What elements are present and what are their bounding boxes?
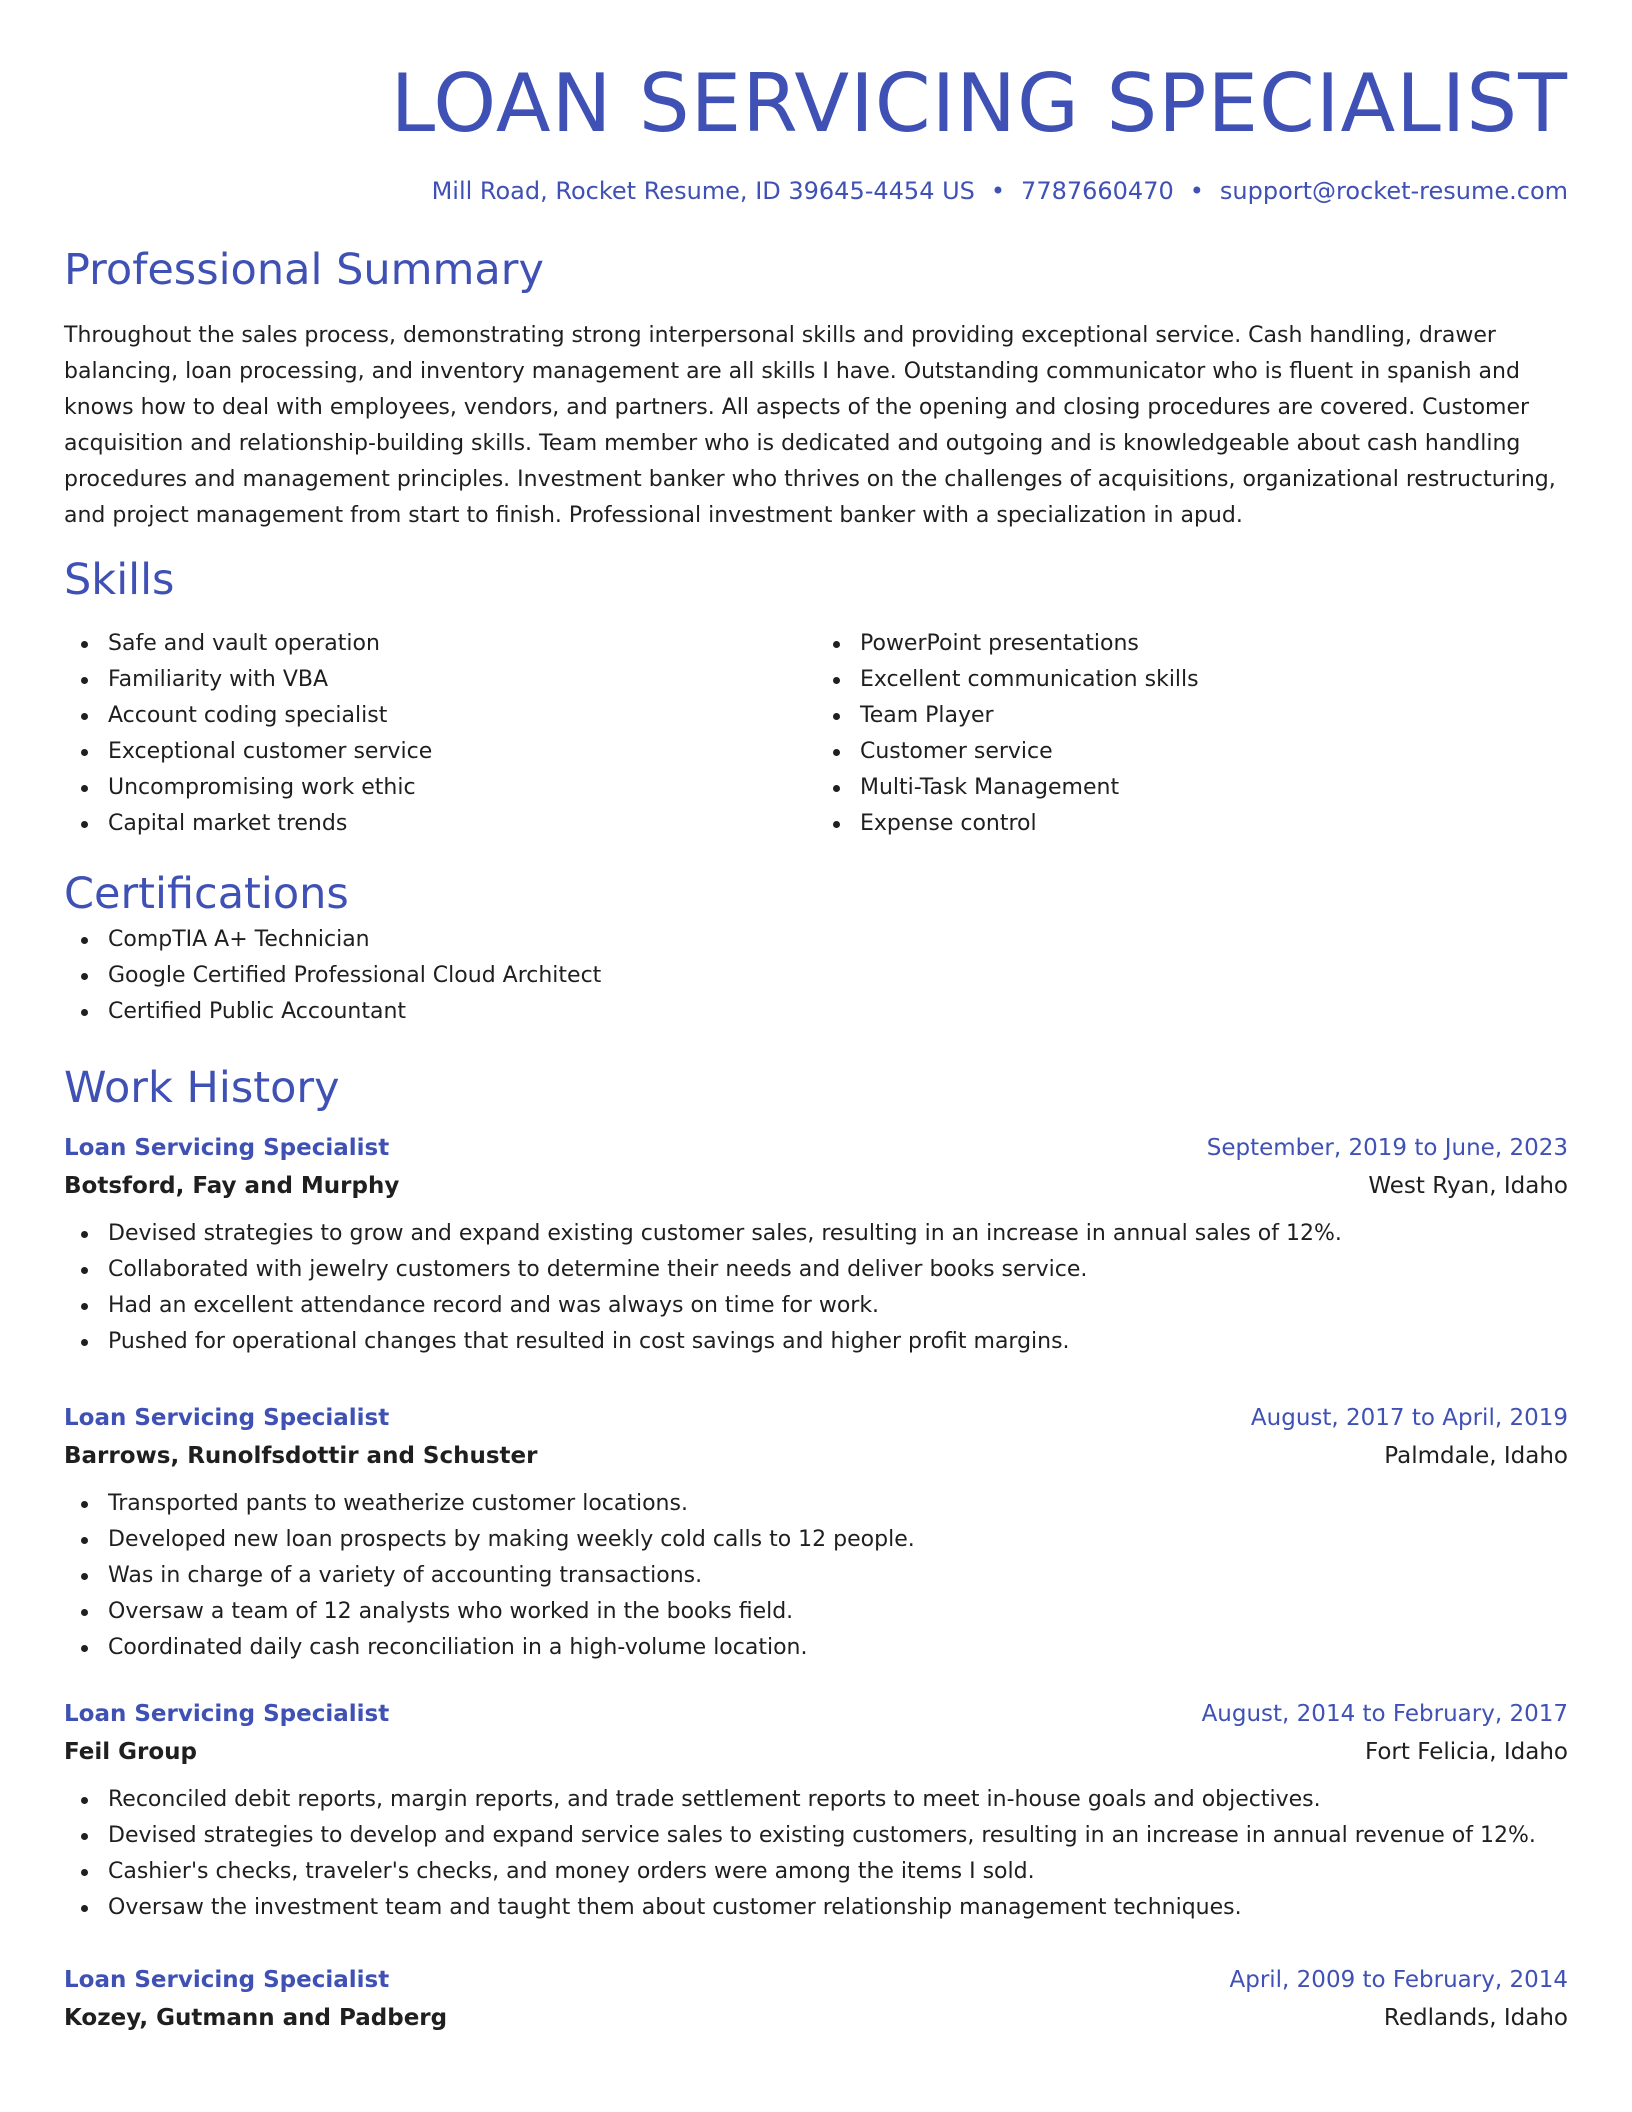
summary-text: Throughout the sales process, demonstrating strong interpersonal skills and providing exceptional service. Cash handling, drawer balancing, loan processing, and inventory management are all skills I have. Outstanding communicator who is fluent in spanish and knows how to deal with employees, vendors, and partners. All aspects of the opening and closing procedures are covered. Customer acquisition and relationship-building skills. Team member who is dedicated and outgoing and is knowledgeable about cash handling procedures and management principles. Investment banker who thrives on the challenges of acquisitions, organizational restructuring, and project management from start to finish. Professional investment banker with a specialization in apud.	[64, 323, 1556, 528]
job-bullets	[64, 1782, 1568, 1926]
contact-separator: •	[1189, 177, 1204, 205]
job-title: Loan Servicing Specialist	[64, 1135, 390, 1161]
contact-phone[interactable]: 7787660470	[1021, 177, 1174, 205]
job-location: Palmdale, Idaho	[1384, 1443, 1568, 1469]
certification-item: Certified Public Accountant	[64, 994, 1568, 1030]
certifications-list	[64, 922, 1568, 1030]
job-title: Loan Servicing Specialist	[64, 1967, 390, 1993]
contact-line	[64, 174, 1568, 208]
candidate-name: LOAN SERVICING SPECIALIST	[390, 57, 1568, 150]
section-title-work-history: Work History	[64, 1063, 340, 1113]
job-bullet: Pushed for operational changes that resulted in cost savings and higher profit margins.	[64, 1324, 1568, 1360]
certification-item: CompTIA A+ Technician	[64, 922, 1568, 958]
job-location: Fort Felicia, Idaho	[1364, 1739, 1568, 1765]
job-entry	[64, 1402, 1568, 1666]
job-bullet: Oversaw a team of 12 analysts who worked in the books field.	[64, 1594, 1568, 1630]
job-entry	[64, 1964, 1568, 2034]
section-title-summary: Professional Summary	[64, 245, 544, 295]
job-bullet: Coordinated daily cash reconciliation in a high-volume location.	[64, 1630, 1568, 1666]
job-title: Loan Servicing Specialist	[64, 1405, 390, 1431]
skill-item: Team Player	[816, 698, 1568, 734]
job-dates: April, 2009 to February, 2014	[1229, 1967, 1568, 1993]
job-bullet: Reconciled debit reports, margin reports, and trade settlement reports to meet in-house goals and objectives.	[64, 1782, 1568, 1818]
contact-separator: •	[990, 177, 1006, 205]
job-bullets	[64, 1216, 1568, 1360]
skill-item: Account coding specialist	[64, 698, 816, 734]
contact-email[interactable]: support@rocket-resume.com	[1219, 177, 1568, 205]
section-title-certifications: Certifications	[64, 869, 349, 919]
job-bullet: Devised strategies to grow and expand existing customer sales, resulting in an increase in annual sales of 12%.	[64, 1216, 1568, 1252]
job-dates: August, 2017 to April, 2019	[1250, 1405, 1568, 1431]
skills-column-right	[816, 626, 1568, 842]
job-bullet: Had an excellent attendance record and was always on time for work.	[64, 1288, 1568, 1324]
job-company: Kozey, Gutmann and Padberg	[64, 2005, 448, 2031]
job-bullet: Developed new loan prospects by making weekly cold calls to 12 people.	[64, 1522, 1568, 1558]
job-bullet: Transported pants to weatherize customer locations.	[64, 1486, 1568, 1522]
skill-item: Capital market trends	[64, 806, 816, 842]
job-location: Redlands, Idaho	[1383, 2005, 1568, 2031]
certification-item: Google Certified Professional Cloud Architect	[64, 958, 1568, 994]
skill-item: Safe and vault operation	[64, 626, 816, 662]
section-title-skills: Skills	[64, 555, 175, 605]
job-bullet: Collaborated with jewelry customers to determine their needs and deliver books service.	[64, 1252, 1568, 1288]
job-location: West Ryan, Idaho	[1368, 1173, 1568, 1199]
job-bullet: Was in charge of a variety of accounting transactions.	[64, 1558, 1568, 1594]
job-entry	[64, 1698, 1568, 1926]
skill-item: Familiarity with VBA	[64, 662, 816, 698]
job-company: Botsford, Fay and Murphy	[64, 1173, 400, 1199]
job-dates: September, 2019 to June, 2023	[1206, 1135, 1568, 1161]
skill-item: Exceptional customer service	[64, 734, 816, 770]
job-entry	[64, 1132, 1568, 1360]
skill-item: Multi-Task Management	[816, 770, 1568, 806]
job-bullets	[64, 1486, 1568, 1666]
job-dates: August, 2014 to February, 2017	[1201, 1701, 1568, 1727]
job-bullet: Cashier's checks, traveler's checks, and money orders were among the items I sold.	[64, 1854, 1568, 1890]
job-title: Loan Servicing Specialist	[64, 1701, 390, 1727]
job-bullet: Oversaw the investment team and taught them about customer relationship management techniques.	[64, 1890, 1568, 1926]
skill-item: Excellent communication skills	[816, 662, 1568, 698]
job-bullet: Devised strategies to develop and expand service sales to existing customers, resulting in an increase in annual revenue of 12%.	[64, 1818, 1568, 1854]
job-company: Feil Group	[64, 1739, 198, 1765]
job-company: Barrows, Runolfsdottir and Schuster	[64, 1443, 538, 1469]
skill-item: PowerPoint presentations	[816, 626, 1568, 662]
skill-item: Customer service	[816, 734, 1568, 770]
contact-address: Mill Road, Rocket Resume, ID 39645-4454 US	[431, 177, 975, 205]
skills-column-left	[64, 626, 816, 842]
skills-list	[64, 626, 1568, 842]
skill-item: Uncompromising work ethic	[64, 770, 816, 806]
skill-item: Expense control	[816, 806, 1568, 842]
